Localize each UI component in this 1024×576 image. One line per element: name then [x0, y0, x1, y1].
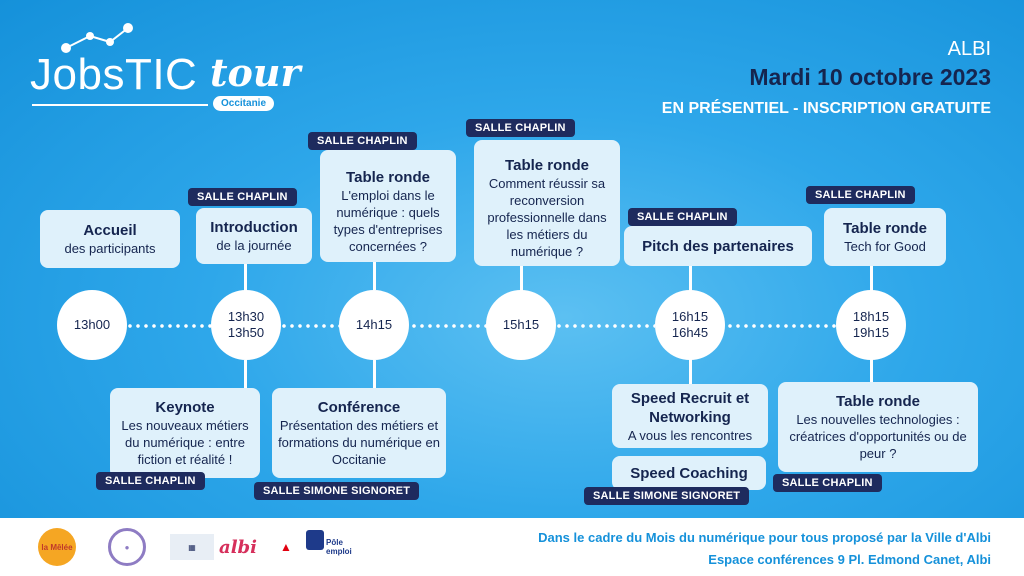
event-desc: de la journée — [216, 238, 292, 253]
header-city: ALBI — [947, 38, 991, 60]
logo-underline — [32, 104, 208, 106]
footer — [0, 518, 1024, 576]
event-card-table2 — [474, 140, 620, 266]
event-title: Introduction — [210, 219, 298, 236]
room-badge: SALLE CHAPLIN — [96, 472, 205, 490]
partner-logo-circle — [108, 528, 146, 566]
logo-jobstic-text: JobsTIC — [30, 50, 198, 99]
event-card-table4 — [778, 382, 978, 472]
room-badge: SALLE CHAPLIN — [773, 474, 882, 492]
time-circle — [655, 290, 725, 360]
people-icon: ● — [124, 542, 130, 552]
time-label: 15h15 — [502, 317, 540, 332]
time-label: 16h15 — [671, 309, 709, 324]
time-label: 16h45 — [671, 325, 709, 340]
partner-logo-university — [170, 534, 214, 560]
time-label: 19h15 — [852, 325, 890, 340]
event-title: Accueil — [83, 222, 137, 239]
room-badge: SALLE SIMONE SIGNORET — [584, 487, 749, 505]
room-badge: SALLE CHAPLIN — [188, 188, 297, 206]
partner-logo-republique — [272, 532, 300, 562]
time-label: 18h15 — [852, 309, 890, 324]
partner-logo-pole-emploi: Pôle emploi — [326, 538, 352, 556]
header-date: Mardi 10 octobre 2023 — [749, 64, 991, 90]
pole-emploi-icon — [306, 530, 324, 550]
partner-logo-albi: albi — [219, 536, 257, 558]
event-title: Keynote — [155, 399, 215, 416]
event-card-intro — [196, 208, 312, 264]
jobstic-logo — [30, 22, 301, 117]
timeline-dots — [555, 324, 655, 328]
event-card-keynote — [110, 388, 260, 478]
timeline-dots — [126, 324, 216, 328]
connector-line — [244, 262, 247, 292]
event-card-speed-recruit — [612, 384, 768, 448]
event-desc: Les nouveaux métiers du numérique : entre fiction et réalité ! — [121, 418, 249, 467]
event-title: Speed Recruit et Networking — [630, 389, 750, 426]
header-subtitle: EN PRÉSENTIEL - INSCRIPTION GRATUITE — [661, 100, 991, 117]
logo-region-badge: Occitanie — [213, 96, 274, 111]
connector-line — [373, 260, 376, 290]
event-title: Table ronde — [505, 157, 589, 174]
event-card-table3 — [824, 208, 946, 266]
logo-tour-text: tour — [210, 50, 301, 95]
timeline-dots — [280, 324, 340, 328]
event-title: Pitch des partenaires — [642, 237, 794, 255]
time-label: 13h50 — [227, 325, 265, 340]
timeline-dots — [726, 324, 836, 328]
time-circle — [486, 290, 556, 360]
event-card-accueil — [40, 210, 180, 268]
event-title: Conférence — [317, 399, 401, 416]
university-icon: ▦ — [188, 542, 196, 552]
marianne-icon: ▲ — [280, 539, 292, 554]
partner-logo-melee: la Mêlée — [38, 528, 76, 566]
time-circle — [57, 290, 127, 360]
event-desc: Tech for Good — [844, 239, 926, 254]
connector-line — [244, 360, 247, 390]
event-card-conference — [272, 388, 446, 478]
room-badge: SALLE CHAPLIN — [628, 208, 737, 226]
room-badge: SALLE CHAPLIN — [308, 132, 417, 150]
event-desc: Comment réussir sa reconversion professionnelle dans les métiers du numérique ? — [487, 176, 607, 259]
time-circle — [836, 290, 906, 360]
event-desc: L'emploi dans le numérique : quels types d'entreprises concernées ? — [333, 187, 443, 254]
time-circle — [211, 290, 281, 360]
room-badge: SALLE CHAPLIN — [466, 119, 575, 137]
room-badge: SALLE SIMONE SIGNORET — [254, 482, 419, 500]
connector-line — [689, 358, 692, 386]
time-label: 13h30 — [227, 309, 265, 324]
event-title: Table ronde — [843, 220, 927, 237]
event-title: Table ronde — [346, 168, 430, 186]
event-desc: Les nouvelles technologies : créatrices d'opportunités ou de peur ? — [789, 412, 967, 461]
event-desc: Présentation des métiers et formations du numérique en Occitanie — [278, 418, 440, 467]
event-card-table1 — [320, 150, 456, 262]
time-label: 13h00 — [73, 317, 111, 332]
event-desc: des participants — [64, 241, 156, 256]
footer-address: Espace conférences 9 Pl. Edmond Canet, Albi — [708, 552, 991, 567]
connector-line — [520, 264, 523, 292]
timeline-dots — [410, 324, 490, 328]
event-card-pitch — [624, 226, 812, 266]
event-title: Table ronde — [836, 393, 920, 410]
event-card-speed-coaching — [612, 456, 766, 490]
room-badge: SALLE CHAPLIN — [806, 186, 915, 204]
connector-line — [373, 360, 376, 390]
event-desc: A vous les rencontres — [627, 427, 753, 443]
time-label: 14h15 — [355, 317, 393, 332]
time-circle — [339, 290, 409, 360]
event-title: Speed Coaching — [630, 464, 748, 482]
footer-context: Dans le cadre du Mois du numérique pour tous proposé par la Ville d'Albi — [538, 530, 991, 545]
